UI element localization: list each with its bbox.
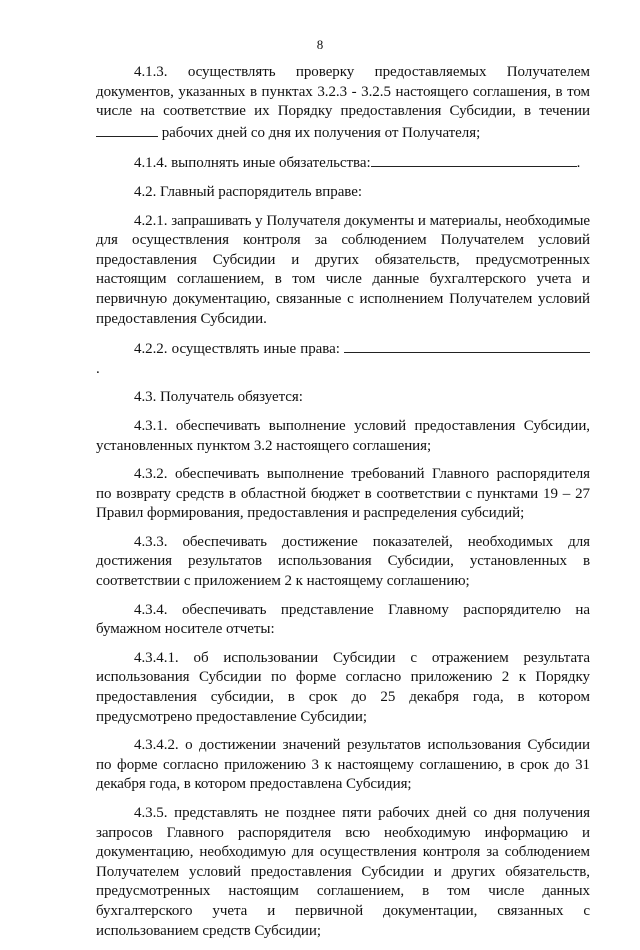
clause-4-3-3: 4.3.3. обеспечивать достижение показателей, необходимых для достижения результатов использования Субсидии, установленных в соответствии с приложением 2 к настоящему соглашению;: [96, 533, 590, 590]
fill-in-blank: [371, 152, 577, 167]
clause-4-3-4: 4.3.4. обеспечивать представление Главному распорядителю на бумажном носителе отчеты:: [96, 601, 590, 638]
clause-4-3-4-1: 4.3.4.1. об использовании Субсидии с отражением результата использования Субсидии по форме согласно приложению 2 к Порядку предоставления субсидии, в срок до 25 декабря года, в котором предусмотрено предоставление Субсидии;: [96, 649, 590, 725]
fill-in-blank: [344, 338, 590, 353]
clause-4-3-1: 4.3.1. обеспечивать выполнение условий предоставления Субсидии, установленных пунктом 3.2 настоящего соглашения;: [96, 417, 590, 454]
document-body: [96, 63, 590, 950]
clause-text: рабочих дней со дня их получения от Получателя;: [158, 124, 481, 141]
clause-4-2: 4.2. Главный распорядитель вправе:: [134, 183, 362, 200]
clause-4-2-2: [96, 338, 590, 379]
page-number: 8: [316, 37, 324, 52]
clause-4-3-4-2: 4.3.4.2. о достижении значений результатов использования Субсидии по форме согласно приложению 3 к настоящему соглашению, в срок до 31 декабря года, в котором предоставлена Субсидия;: [96, 737, 590, 793]
clause-text: .: [96, 360, 100, 377]
clause-4-3-5: 4.3.5. представлять не позднее пяти рабочих дней со дня получения запросов Главного распорядителя всю необходимую информацию и документацию, необходимую для осуществления контроля за соблюдением Получателем условий предоставления Субсидии и других обязательств, предусмотренных настоящим соглашением, в том числе данных бухгалтерского учета и первичной документации, связанных с использованием средств Субсидии;: [96, 805, 590, 939]
clause-4-1-3: [96, 63, 590, 143]
clause-text: 4.1.4. выполнять иные обязательства:: [134, 155, 371, 172]
clause-4-2-1: 4.2.1. запрашивать у Получателя документы и материалы, необходимые для осуществления контроля за соблюдением Получателем условий предоставления Субсидии и других обязательств, предусмотренных настоящим соглашением, в том числе данные бухгалтерского учета и первичную документацию, связанные с исполнением Получателем условий предоставления Субсидии.: [96, 212, 590, 327]
clause-text: 4.1.3. осуществлять проверку предоставляемых Получателем документов, указанных в пунктах 3.2.3 - 3.2.5 настоящего соглашения, в том числе на соответствие их Порядку предоставления Субсидии, в течении: [96, 64, 590, 120]
clause-4-1-4: [96, 152, 590, 174]
clause-text: 4.2.2. осуществлять иные права:: [134, 341, 344, 358]
clause-text: .: [576, 155, 581, 172]
clause-4-3: 4.3. Получатель обязуется:: [134, 389, 303, 406]
fill-in-blank: [96, 122, 158, 137]
clause-4-3-2: 4.3.2. обеспечивать выполнение требований Главного распорядителя по возврату средств в областной бюджет в соответствии с пунктами 19 – 27 Правил формирования, предоставления и распределения субсидий;: [96, 466, 590, 522]
